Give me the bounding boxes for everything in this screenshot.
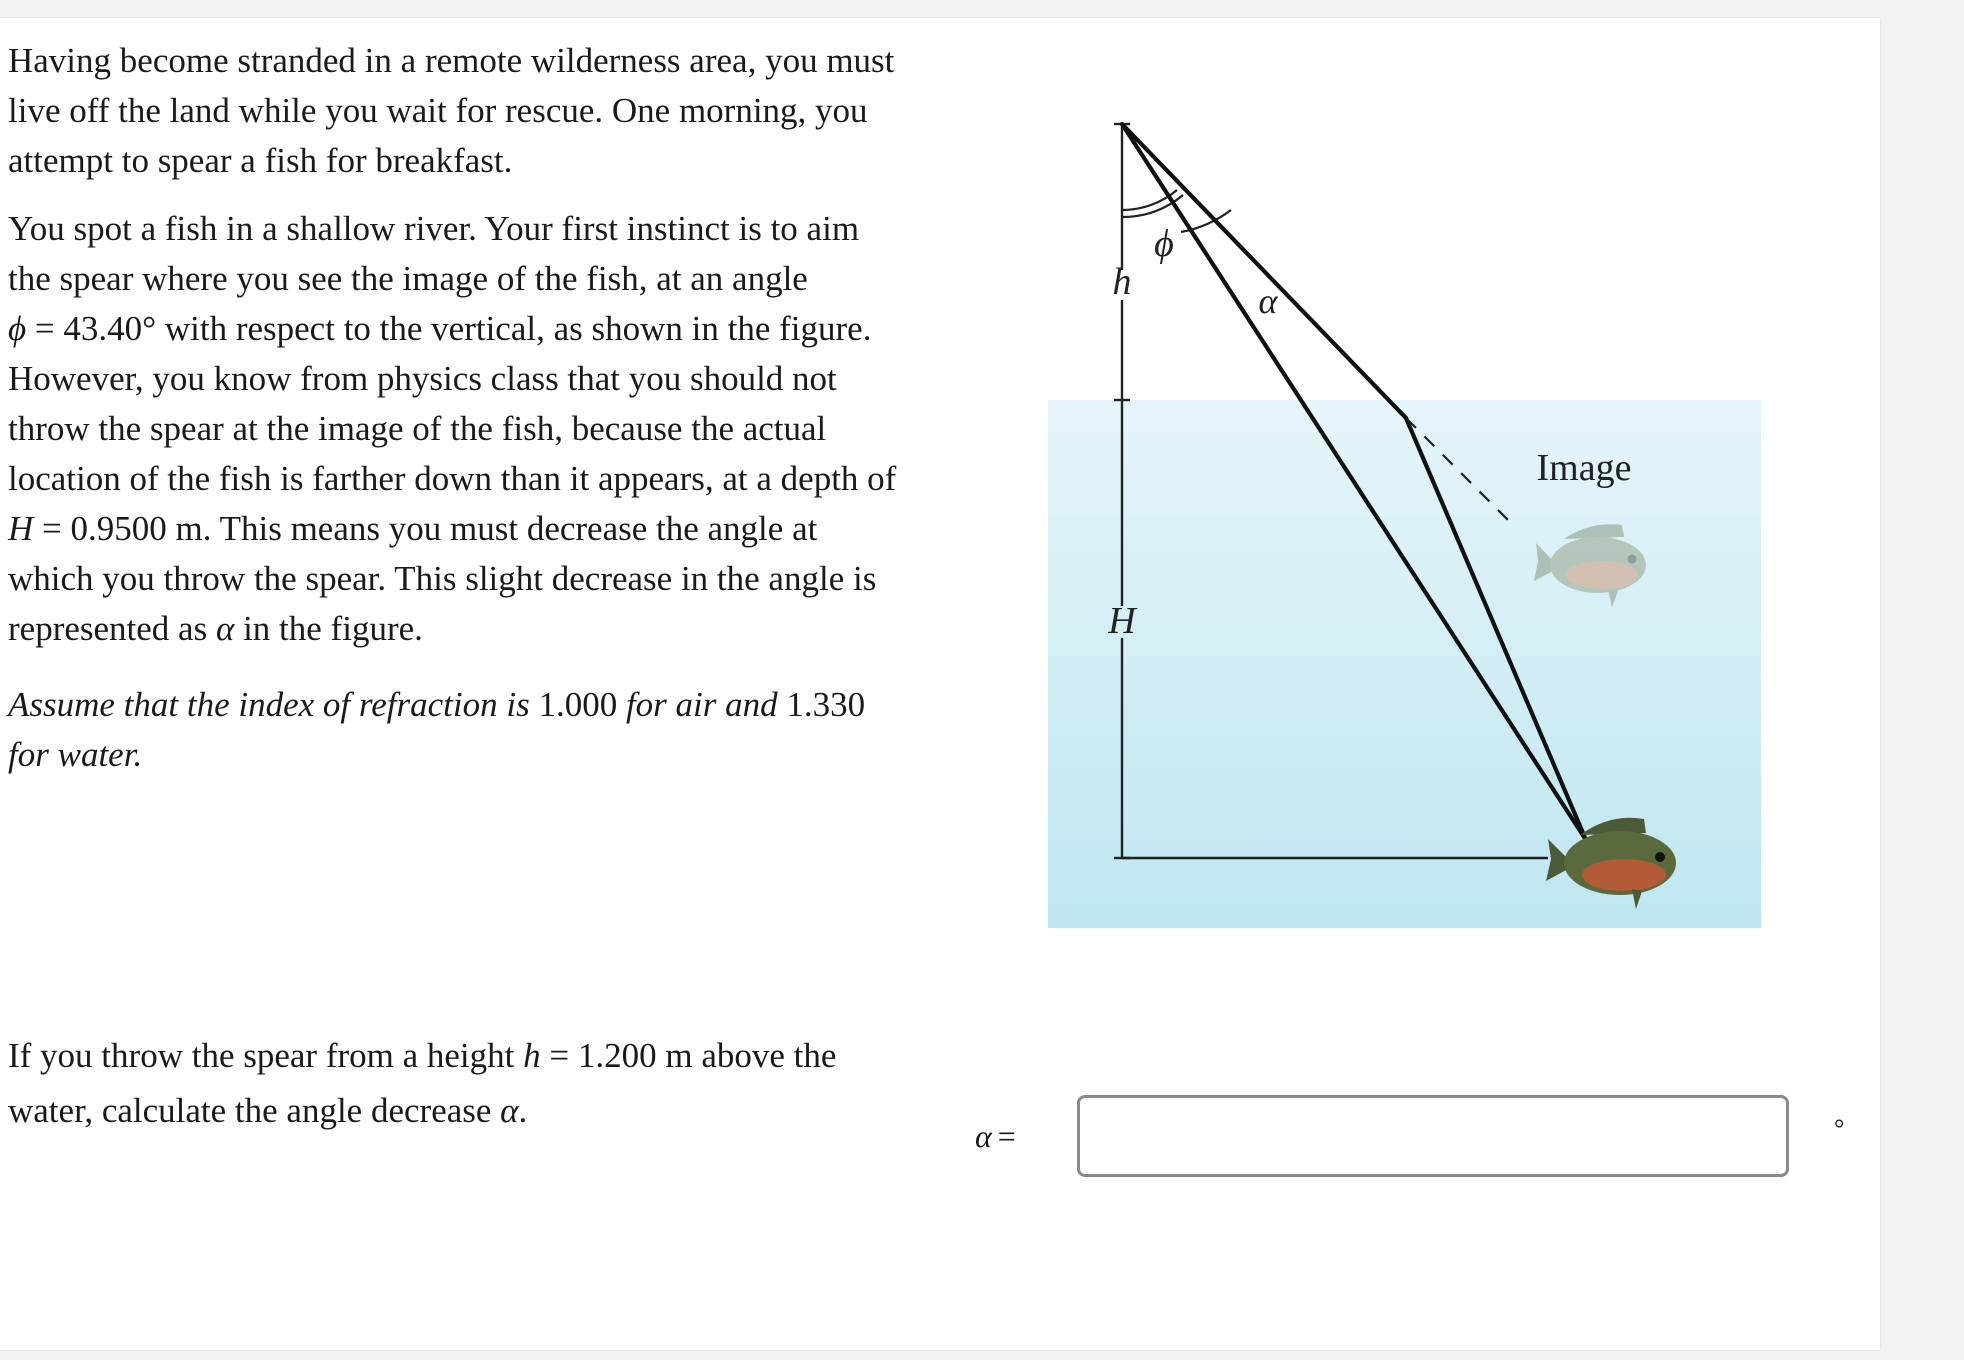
degree-unit: ° (1834, 1114, 1845, 1143)
h-symbol: h (523, 1036, 541, 1075)
label-image: Image (1536, 447, 1632, 489)
phi-symbol: ϕ (8, 309, 27, 348)
intro-paragraph: Having become stranded in a remote wilderness area, you must live off the land while you wait for rescue. One morning, you attempt to spear a fish for breakfast. (8, 41, 895, 180)
H-symbol: H (8, 509, 34, 548)
alpha-symbol: α (215, 609, 235, 648)
n-water-value: 1.330 (786, 685, 866, 724)
figure-svg (1040, 98, 1770, 978)
question-card (0, 18, 1880, 1350)
refraction-figure (1040, 98, 1770, 978)
label-alpha: α (1258, 281, 1278, 321)
problem-text (8, 36, 908, 798)
setup-paragraph: You spot a fish in a shallow river. Your first instinct is to aim the spear where you see the image of the fish, at an angle ϕ = 43.40° with respect to the vertical, as shown in the figure. However, you know from physics class that you should not throw the spear at the image of the fish, because the actual location of the fish is farther down than it appears, at a depth of H = 0.9500 m. This means you must decrease the angle at which you throw the spear. This slight decrease in the angle is represented as α in the figure. (8, 209, 897, 648)
label-H: H (1108, 600, 1136, 642)
label-h: h (1112, 261, 1132, 303)
answer-input[interactable] (1077, 1095, 1789, 1177)
assumption-paragraph: Assume that the index of refraction is 1.000 for air and 1.330 for water. (8, 685, 866, 774)
apparent-ray (1122, 124, 1406, 418)
label-phi: ϕ (1154, 223, 1174, 265)
n-air-value: 1.000 (538, 685, 618, 724)
alpha-symbol-question: α (500, 1091, 519, 1130)
question-prompt: If you throw the spear from a height h = 1.200 m above the water, calculate the angle decrease α. (8, 1036, 837, 1130)
answer-label: α = (975, 1118, 1016, 1154)
